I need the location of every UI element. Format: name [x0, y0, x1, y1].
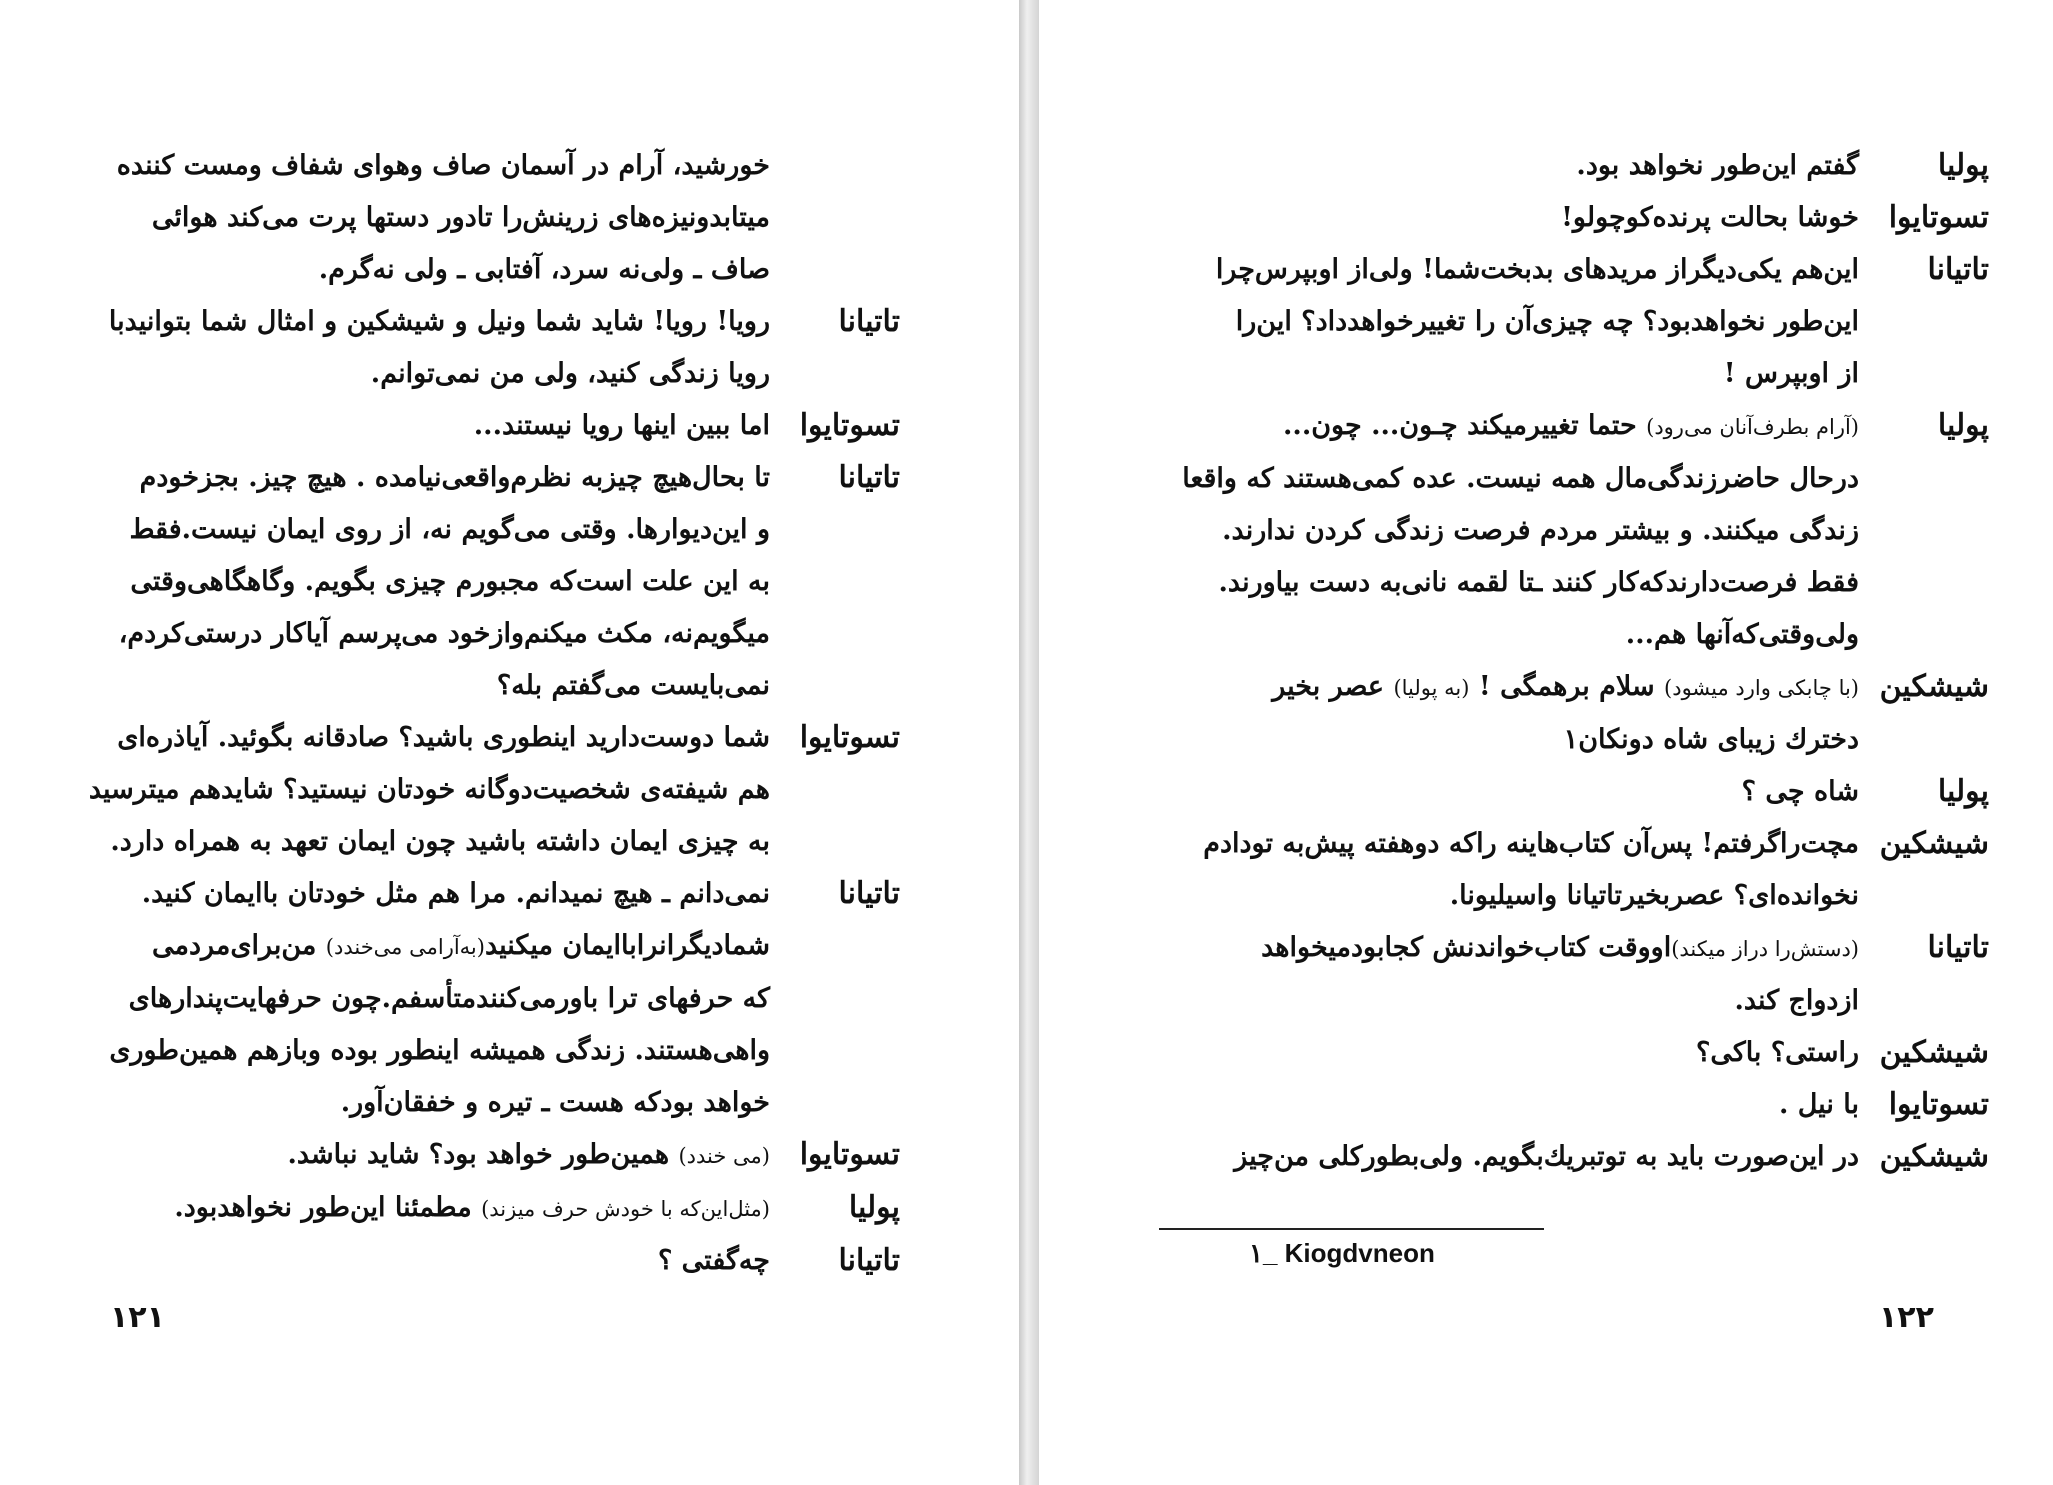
speech-line — [109, 1077, 770, 1129]
speech-lines — [1159, 1027, 1859, 1079]
speech-lines — [1159, 400, 1859, 661]
speech-line — [110, 556, 770, 608]
line-text: اووقت کتاب‌خواندنش کجابودمیخواهد — [1261, 932, 1672, 963]
line-text: ازدواج کند. — [1734, 985, 1859, 1016]
speech-lines — [1159, 192, 1859, 244]
footnote: ۱_ Kiogdvneon — [1249, 1238, 1435, 1268]
page-number-left: ۱۲۱ — [110, 1300, 165, 1335]
left-page — [0, 0, 1019, 1485]
speaker-name: شیشکین — [1879, 826, 1989, 861]
speech-line — [89, 764, 770, 816]
speech-lines — [1159, 1079, 1859, 1131]
line-text: سلام برهمگی ! — [1469, 671, 1665, 702]
dialogue-entry — [110, 1235, 900, 1287]
speech-line — [109, 973, 770, 1025]
speech-line — [1159, 192, 1859, 244]
stage-direction: (با چابکی وارد میشود) — [1664, 676, 1859, 700]
speech-lines — [1159, 1131, 1859, 1183]
speaker-name: تاتیانا — [838, 304, 900, 339]
speech-lines — [110, 1182, 770, 1235]
line-text: واهی‌هستند. زندگی همیشه اینطور بوده وبازهم همین‌طوری — [109, 1035, 770, 1066]
dialogue-entry — [110, 140, 900, 296]
line-text: رویا! رویا! شاید شما ونیل و شیشکین و امثال شما بتوانیدبا — [108, 306, 770, 337]
speech-lines — [110, 1235, 770, 1287]
line-text: و این‌دیوارها. وقتی می‌گویم نه، از روی ایمان نیست.فقط — [129, 514, 770, 545]
speech-line — [1159, 922, 1859, 975]
line-text: عصر بخیر — [1272, 671, 1394, 702]
line-text: که حرفهای ترا باورمی‌کنندمتأسفم.چون حرفهایت‌پندارهای — [128, 983, 770, 1014]
line-text: میگویم‌نه، مکث میکنم‌وازخود می‌پرسم آیاکار درستی‌کردم، — [118, 618, 770, 649]
right-dialogue-block — [1159, 140, 1989, 1183]
dialogue-entry — [1159, 1027, 1989, 1079]
speaker-name: تسوتایوا — [1888, 1087, 1989, 1122]
right-page — [1039, 0, 2053, 1485]
dialogue-entry — [1159, 766, 1989, 818]
speech-line — [1159, 609, 1859, 661]
speech-lines — [109, 868, 770, 1129]
line-text: اما ببین اینها رویا نیستند... — [473, 410, 770, 441]
line-text: زندگی میکنند. و بیشتر مردم فرصت زندگی کردن ندارند. — [1222, 515, 1859, 546]
speech-lines — [110, 452, 770, 712]
speech-line — [1159, 244, 1859, 296]
speech-line — [109, 1025, 770, 1077]
dialogue-entry — [88, 712, 900, 868]
line-text: من‌برای‌مردمی — [151, 930, 326, 961]
line-text: نخوانده‌ای؟ عصربخیرتاتیانا واسیلیونا. — [1449, 880, 1859, 911]
speaker-name: تاتیانا — [838, 1243, 900, 1278]
line-text: هم شیفته‌ی شخصیت‌دوگانه خودتان نیستید؟ شایدهم میترسید — [88, 774, 770, 805]
book-gutter — [1019, 0, 1039, 1485]
dialogue-entry — [1159, 244, 1989, 400]
speaker-name — [770, 140, 900, 296]
dialogue-entry — [110, 868, 900, 1129]
line-text: از اوبپرس ! — [1723, 358, 1859, 389]
speaker-name: پولیا — [1937, 148, 1989, 183]
stage-direction: (آرام بطرف‌آنان می‌رود) — [1646, 415, 1859, 439]
speech-line — [1159, 140, 1859, 192]
speech-line — [1159, 505, 1859, 557]
speech-lines — [1159, 922, 1859, 1027]
dialogue-entry — [1159, 400, 1989, 661]
speaker-name: تسوتایوا — [799, 408, 900, 443]
speech-lines — [110, 140, 770, 296]
line-text: دخترك زیبای شاه دونکان۱ — [1563, 724, 1859, 755]
line-text: نمی‌بایست می‌گفتم بله؟ — [496, 670, 770, 701]
speech-lines — [110, 1129, 770, 1182]
line-text: خواهد بودکه هست ـ تیره و خفقان‌آور. — [340, 1087, 770, 1118]
line-text: درحال حاضرزندگی‌مال همه نیست. عده کمی‌هستند که واقعا — [1182, 463, 1859, 494]
line-text: در این‌صورت باید به توتبریك‌بگویم. ولی‌بطورکلی من‌چیز — [1234, 1141, 1859, 1172]
speech-line — [89, 712, 770, 764]
speech-line — [109, 868, 770, 920]
stage-direction: (دستش‌را دراز میکند) — [1671, 937, 1859, 961]
speech-lines — [1159, 818, 1859, 922]
line-text: رویا زندگی کنید، ولی من نمی‌توانم. — [370, 358, 770, 389]
speech-line — [110, 504, 770, 556]
line-text: نمی‌دانم ـ هیچ نمیدانم. مرا هم مثل خودتان باایمان کنید. — [141, 878, 770, 909]
stage-direction: (مثل‌این‌که با خودش حرف میزند) — [481, 1197, 770, 1221]
speaker-name: شیشکین — [1879, 1139, 1989, 1174]
speech-line — [110, 140, 770, 192]
speech-line — [1159, 348, 1859, 400]
line-text: خوشا بحالت پرنده‌کوچولو! — [1561, 202, 1859, 233]
speech-line — [110, 1129, 770, 1182]
speaker-name: تسوتایوا — [799, 1137, 900, 1172]
speech-line — [1159, 1079, 1859, 1131]
speaker-name: شیشکین — [1879, 1035, 1989, 1070]
speech-lines — [1159, 661, 1859, 766]
line-text: این‌هم یکی‌دیگراز مریدهای بدبخت‌شما! ولی‌از اوبپرس‌چرا — [1215, 254, 1859, 285]
speech-line — [1159, 557, 1859, 609]
line-text: فقط فرصت‌دارندکه‌کار کنند ـتا لقمه نانی‌به دست بیاورند. — [1218, 567, 1859, 598]
speech-lines — [1159, 140, 1859, 192]
dialogue-entry — [110, 452, 900, 712]
speech-lines — [109, 296, 770, 400]
dialogue-entry — [1159, 192, 1989, 244]
speech-lines — [89, 712, 770, 868]
speaker-name: تاتیانا — [838, 876, 900, 911]
stage-direction: (به‌آرامی می‌خندد) — [325, 935, 485, 959]
speaker-name: پولیا — [848, 1190, 900, 1225]
dialogue-entry — [1159, 140, 1989, 192]
stage-direction: (به پولیا) — [1393, 676, 1470, 700]
speaker-name: پولیا — [1937, 774, 1989, 809]
speaker-name: تاتیانا — [1927, 930, 1989, 965]
speaker-name: پولیا — [1937, 408, 1989, 443]
speech-line — [109, 348, 770, 400]
speech-line — [1159, 1027, 1859, 1079]
line-text: صاف ـ ولی‌نه سرد، آفتابی ـ ولی نه‌گرم. — [318, 254, 770, 285]
line-text: شمادیگرانرابا‌ایمان میکنید — [484, 930, 770, 961]
speech-line — [1159, 296, 1859, 348]
speech-lines — [110, 400, 770, 452]
page-number-right: ۱۲۲ — [1879, 1300, 1934, 1335]
stage-direction: (می خندد) — [678, 1144, 770, 1168]
footnote-divider — [1159, 1228, 1544, 1230]
speech-line — [1159, 975, 1859, 1027]
speaker-name: تاتیانا — [838, 460, 900, 495]
speech-line — [110, 1182, 770, 1235]
speech-line — [110, 608, 770, 660]
line-text: به چیزی ایمان داشته باشید چون ایمان تعهد به همراه دارد. — [110, 826, 770, 857]
speech-line — [1159, 400, 1859, 453]
line-text: مطمئنا این‌طور نخواهدبود. — [174, 1192, 482, 1223]
speech-line — [110, 244, 770, 296]
speech-lines — [1159, 244, 1859, 400]
line-text: چه‌گفتی ؟ — [657, 1245, 770, 1276]
left-dialogue-block — [88, 140, 900, 1287]
speech-line — [109, 920, 770, 973]
dialogue-entry — [1159, 1131, 1989, 1183]
speech-line — [110, 1235, 770, 1287]
speech-line — [1159, 870, 1859, 922]
speaker-name: تاتیانا — [1927, 252, 1989, 287]
line-text: به این علت است‌که مجبورم چیزی بگویم. وگاهگاهی‌وقتی — [130, 566, 770, 597]
speaker-name: تسوتایوا — [799, 720, 900, 755]
dialogue-entry — [1159, 1079, 1989, 1131]
speech-line — [1159, 1131, 1859, 1183]
line-text: تا بحال‌هیچ چیزبه نظرم‌واقعی‌نیامده . هیچ چیز. بجزخودم — [139, 462, 770, 493]
line-text: همین‌طور خواهد بود؟ شاید نباشد. — [287, 1139, 679, 1170]
dialogue-entry — [110, 1129, 900, 1182]
dialogue-entry — [110, 400, 900, 452]
speaker-name: شیشکین — [1879, 669, 1989, 704]
line-text: ولی‌وقتی‌که‌آنها هم... — [1625, 619, 1859, 650]
speech-line — [110, 660, 770, 712]
line-text: مچت‌راگرفتم! پس‌آن کتاب‌هاینه راکه دوهفته پیش‌به تودادم — [1203, 828, 1859, 859]
speech-line — [1159, 714, 1859, 766]
line-text: شاه چی ؟ — [1741, 776, 1859, 807]
line-text: میتابدونیزه‌های زرینش‌را تادور دستها پرت می‌کند هوائی — [151, 202, 770, 233]
line-text: این‌طور نخواهدبود؟ چه چیزی‌آن را تغییرخواهدداد؟ این‌را — [1235, 306, 1859, 337]
speech-line — [89, 816, 770, 868]
line-text: با نیل . — [1778, 1089, 1859, 1120]
speech-line — [110, 452, 770, 504]
line-text: گفتم این‌طور نخواهد بود. — [1576, 150, 1859, 181]
dialogue-entry — [110, 1182, 900, 1235]
speaker-name: تسوتایوا — [1888, 200, 1989, 235]
speech-line — [1159, 766, 1859, 818]
dialogue-entry — [110, 296, 900, 400]
dialogue-entry — [1159, 818, 1989, 922]
dialogue-entry — [1159, 922, 1989, 1027]
speech-line — [110, 192, 770, 244]
speech-line — [1159, 818, 1859, 870]
speech-line — [1159, 661, 1859, 714]
line-text: حتما تغییرمیکند چـون... چون... — [1283, 410, 1647, 441]
speech-line — [110, 400, 770, 452]
speech-line — [109, 296, 770, 348]
speech-line — [1159, 453, 1859, 505]
line-text: شما دوست‌دارید اینطوری باشید؟ صادقانه بگوئید. آیاذره‌ای — [117, 722, 770, 753]
dialogue-entry — [1159, 661, 1989, 766]
speech-lines — [1159, 766, 1859, 818]
line-text: خورشید، آرام در آسمان صاف وهوای شفاف ومست کننده — [116, 150, 770, 181]
line-text: راستی؟ باکی؟ — [1696, 1037, 1859, 1068]
